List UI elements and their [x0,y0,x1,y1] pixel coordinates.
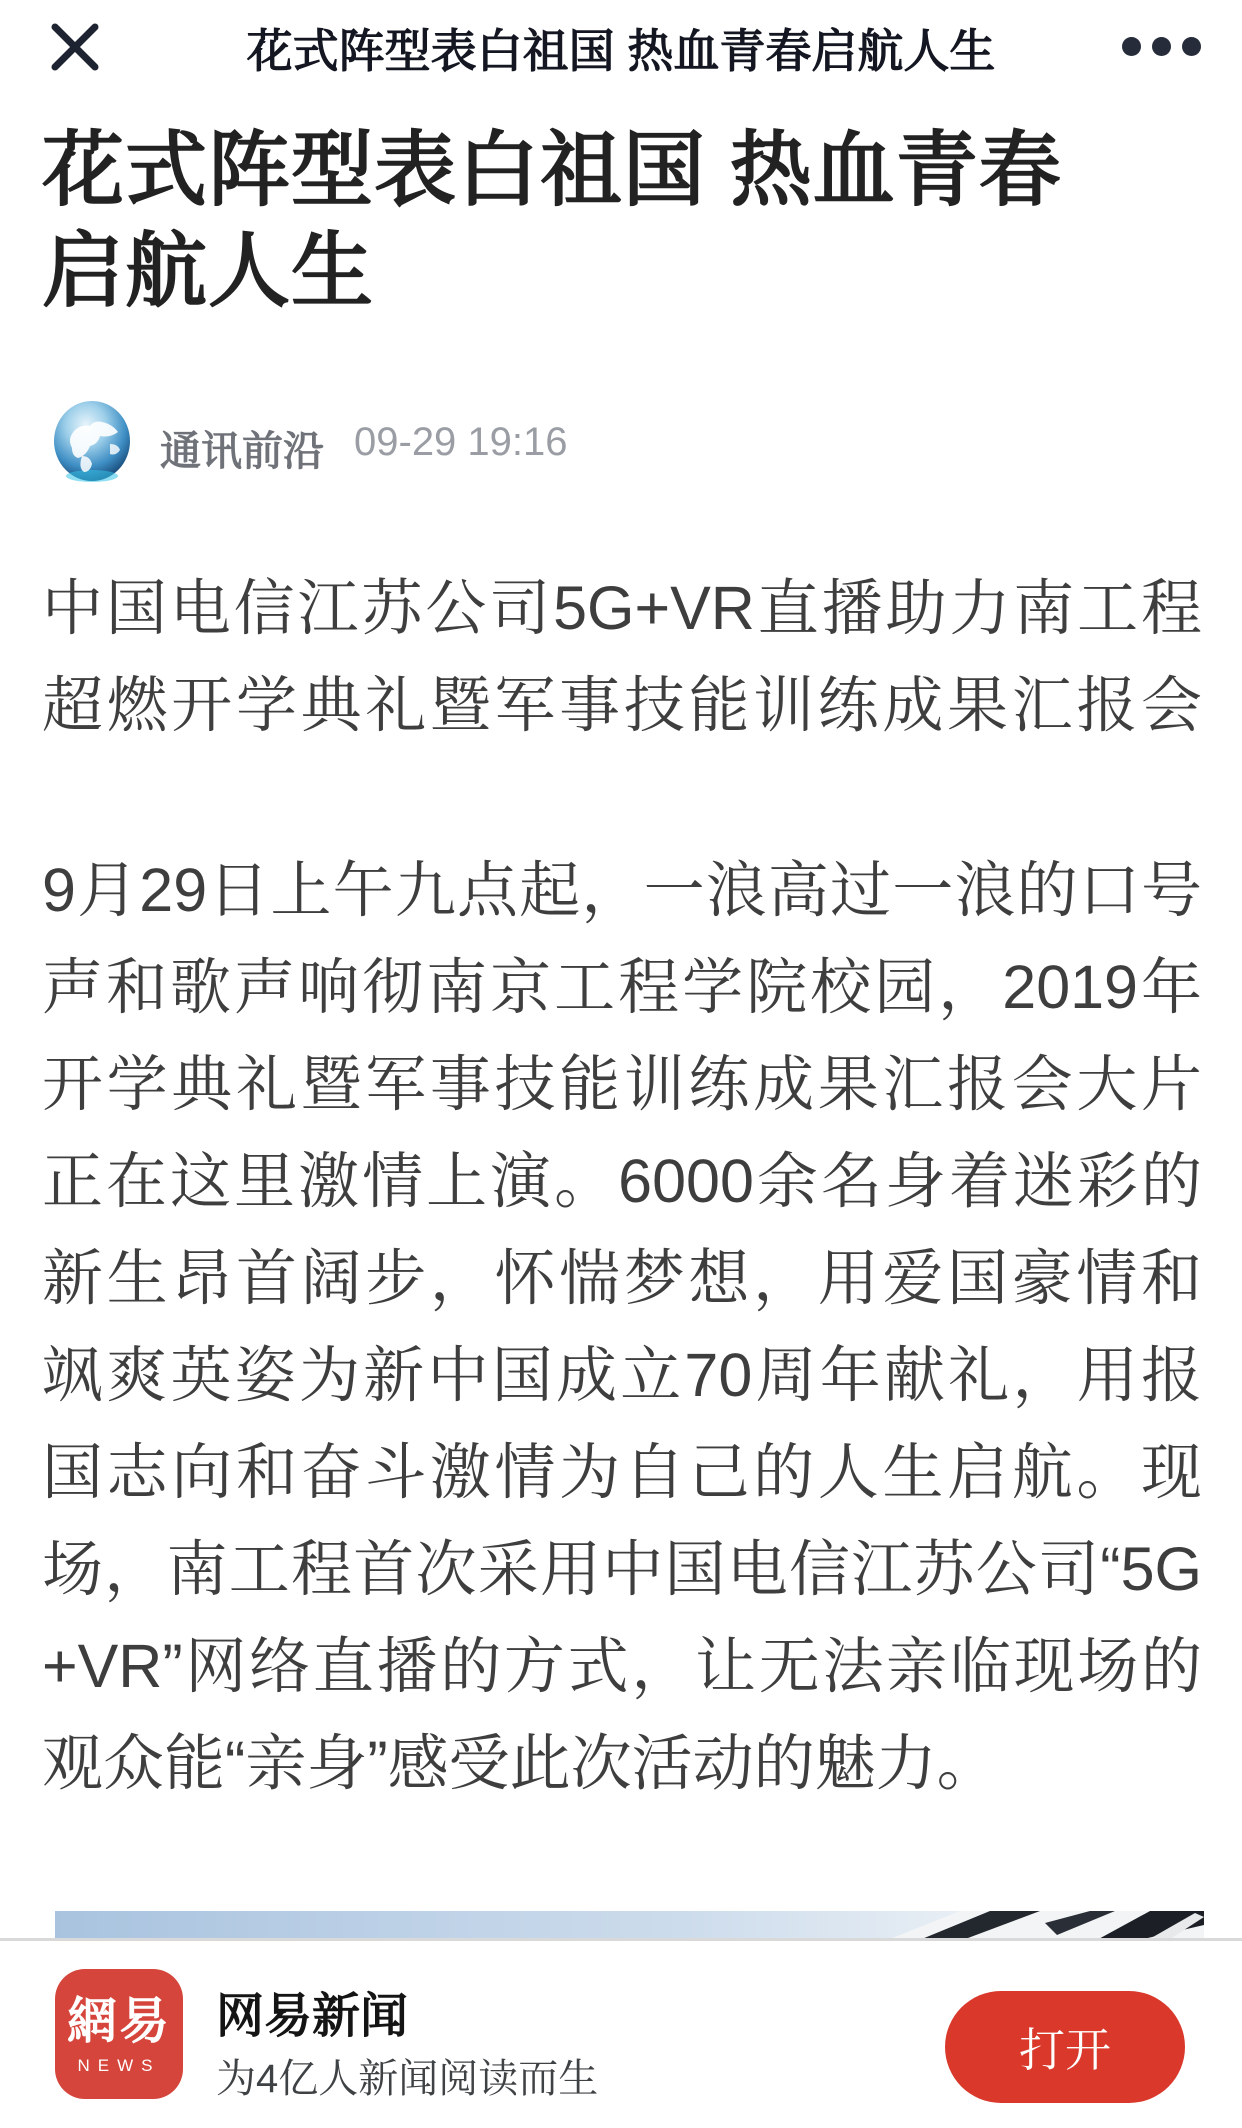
author-row[interactable] [52,400,1202,482]
article-title-line: 启航人生 [42,226,375,317]
body-line: 开学典礼暨军事技能训练成果汇报会大片 [42,1050,1202,1118]
body-line: 观众能“亲身”感受此次活动的魅力。 [42,1729,998,1797]
app-download-banner [0,1938,1242,2128]
open-app-button[interactable]: 打开 [945,1991,1185,2103]
body-line: 9月29日上午九点起，一浪高过一浪的口号 [42,856,1202,924]
dot [1152,37,1171,56]
body-line: +VR”网络直播的方式，让无法亲临现场的 [42,1632,1202,1700]
nav-title: 花式阵型表白祖国 热血青春启航人生 [246,25,996,77]
body-line: 新生昂首阔步，怀惴梦想，用爱国豪情和 [42,1244,1202,1312]
close-icon[interactable] [46,18,104,76]
app-icon-logo-text: 網易 [67,1993,171,2049]
author-name[interactable]: 通讯前沿 [160,428,324,474]
body-line: 声和歌声响彻南京工程学院校园，2019年 [42,953,1202,1021]
body-line: 正在这里激情上演。6000余名身着迷彩的 [42,1147,1202,1215]
author-avatar-globe-icon[interactable] [52,400,132,482]
body-paragraph [42,842,1202,1812]
body-line: 国志向和奋斗激情为自己的人生启航。现 [42,1438,1202,1506]
more-options-icon[interactable] [1116,14,1206,78]
dot [1182,37,1201,56]
body-line: 超燃开学典礼暨军事技能训练成果汇报会 [42,671,1202,739]
body-line: 场，南工程首次采用中国电信江苏公司“5G [42,1535,1202,1603]
body-line: 中国电信江苏公司5G+VR直播助力南工程 [42,574,1202,642]
app-tagline: 为4亿人新闻阅读而生 [216,2057,599,2101]
publish-date: 09-29 19:16 [354,420,568,464]
body-line: 飒爽英姿为新中国成立70周年献礼，用报 [42,1341,1202,1409]
article-title [42,120,1202,322]
dot [1122,37,1141,56]
app-icon-logo-sub: NEWS [77,2056,161,2075]
article-photo [55,1911,1204,1941]
top-nav-bar [0,0,1242,112]
article-title-line: 花式阵型表白祖国 热血青春 [42,125,1062,216]
app-name: 网易新闻 [216,1990,409,2043]
netease-news-app-icon[interactable] [55,1969,183,2099]
body-paragraph [42,560,1202,754]
